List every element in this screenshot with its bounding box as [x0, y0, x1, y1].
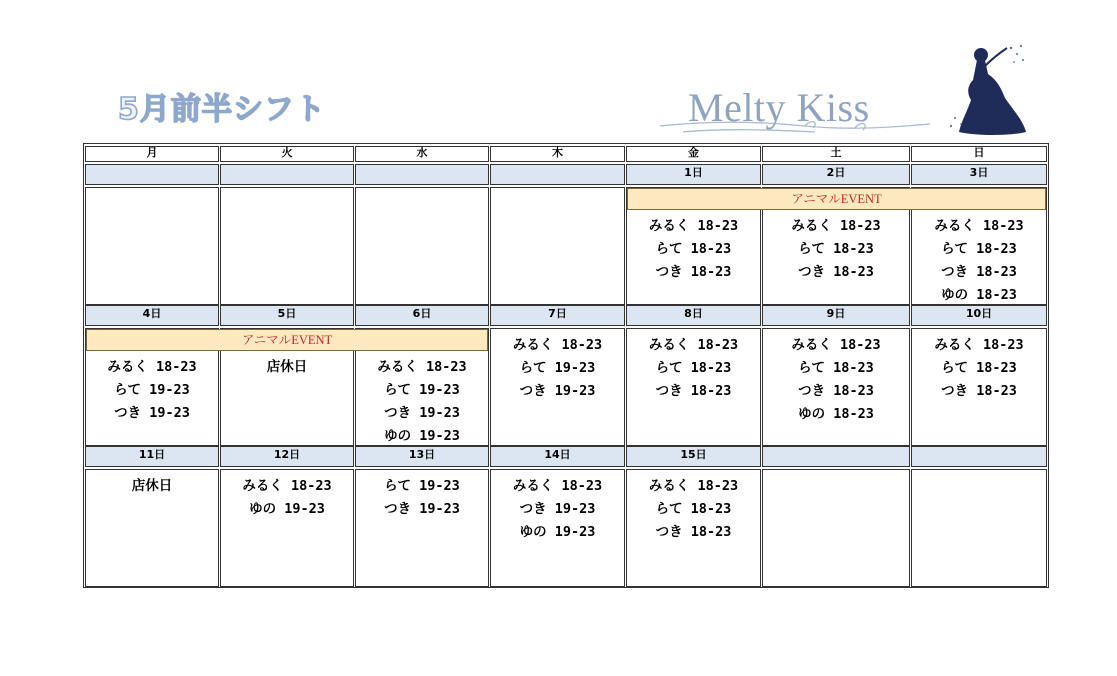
- shift-entry: みるく 18-23: [242, 478, 332, 494]
- brand-logo: [655, 40, 1055, 140]
- page-title: 5月前半シフト: [118, 92, 326, 127]
- shift-entry: 店休日: [131, 478, 173, 494]
- date-cell: 15日: [626, 446, 761, 467]
- shift-entry: みるく 18-23: [512, 478, 603, 494]
- shift-entry: みるく 18-23: [648, 337, 739, 353]
- shift-calendar: [83, 143, 1049, 588]
- day-shift-cell[interactable]: [762, 469, 910, 587]
- shift-entry: ゆの 19-23: [249, 501, 325, 517]
- shift-entry: らて 19-23: [384, 382, 460, 398]
- shift-entry: みるく 18-23: [377, 359, 467, 375]
- shift-entry: みるく 18-23: [934, 337, 1024, 353]
- shift-entry: ゆの 19-23: [519, 524, 596, 540]
- shift-entry: ゆの 18-23: [941, 287, 1017, 303]
- date-cell: [355, 164, 489, 185]
- shift-entry: らて 19-23: [114, 382, 190, 398]
- shift-entry: みるく 18-23: [107, 359, 197, 375]
- shift-entry: つき 18-23: [941, 383, 1017, 399]
- weekday-header: 月: [85, 146, 219, 162]
- date-cell: [220, 164, 354, 185]
- shift-entry: つき 19-23: [384, 405, 460, 421]
- date-cell: [85, 164, 219, 185]
- shift-entry: らて 18-23: [798, 241, 874, 257]
- date-cell: 5日: [220, 305, 354, 326]
- shift-entry: つき 18-23: [655, 264, 732, 280]
- date-cell: [911, 446, 1047, 467]
- shift-entry: らて 19-23: [519, 360, 596, 376]
- day-shift-cell[interactable]: [911, 328, 1047, 446]
- shift-entry: つき 18-23: [655, 383, 732, 399]
- weekday-header: 水: [355, 146, 489, 162]
- date-cell: 3日: [911, 164, 1047, 185]
- date-cell: [490, 164, 625, 185]
- date-cell: 10日: [911, 305, 1047, 326]
- weekday-header: 金: [626, 146, 761, 162]
- brand-name: Melty Kiss: [688, 85, 870, 130]
- date-cell: 8日: [626, 305, 761, 326]
- shift-entry: らて 19-23: [384, 478, 460, 494]
- shift-entry: らて 18-23: [941, 241, 1017, 257]
- day-shift-cell[interactable]: [85, 469, 219, 587]
- day-shift-cell[interactable]: [220, 187, 354, 305]
- event-banner: アニマルEVENT: [627, 188, 1046, 210]
- shift-entry: つき 18-23: [798, 264, 874, 280]
- date-cell: 13日: [355, 446, 489, 467]
- day-shift-cell[interactable]: [220, 469, 354, 587]
- date-cell: 7日: [490, 305, 625, 326]
- day-shift-cell[interactable]: [490, 469, 625, 587]
- shift-entry: ゆの 19-23: [384, 428, 460, 444]
- shift-entry: みるく 18-23: [512, 337, 603, 353]
- date-cell: 4日: [85, 305, 219, 326]
- shift-entry: みるく 18-23: [648, 478, 739, 494]
- shift-entry: らて 18-23: [655, 501, 732, 517]
- day-shift-cell[interactable]: [626, 328, 761, 446]
- shift-entry: つき 19-23: [519, 501, 596, 517]
- day-shift-cell[interactable]: [911, 469, 1047, 587]
- shift-entry: らて 18-23: [941, 360, 1017, 376]
- shift-entry: つき 18-23: [798, 383, 874, 399]
- weekday-header: 土: [762, 146, 910, 162]
- date-cell: 14日: [490, 446, 625, 467]
- shift-entry: つき 19-23: [384, 501, 460, 517]
- date-cell: 1日: [626, 164, 761, 185]
- day-shift-cell[interactable]: [626, 469, 761, 587]
- date-cell: 6日: [355, 305, 489, 326]
- shift-entry: みるく 18-23: [791, 337, 881, 353]
- date-cell: 12日: [220, 446, 354, 467]
- shift-entry: つき 19-23: [519, 383, 596, 399]
- shift-entry: らて 18-23: [655, 241, 732, 257]
- shift-entry: らて 18-23: [798, 360, 874, 376]
- shift-entry: つき 19-23: [114, 405, 190, 421]
- day-shift-cell[interactable]: [490, 328, 625, 446]
- weekday-header: 火: [220, 146, 354, 162]
- date-cell: 2日: [762, 164, 910, 185]
- event-banner: アニマルEVENT: [86, 329, 488, 351]
- day-shift-cell[interactable]: [85, 187, 219, 305]
- weekday-header: 日: [911, 146, 1047, 162]
- day-shift-cell[interactable]: [762, 328, 910, 446]
- date-cell: 11日: [85, 446, 219, 467]
- shift-entry: つき 18-23: [941, 264, 1017, 280]
- shift-entry: ゆの 18-23: [798, 406, 874, 422]
- day-shift-cell[interactable]: [490, 187, 625, 305]
- date-cell: 9日: [762, 305, 910, 326]
- shift-entry: みるく 18-23: [934, 218, 1024, 234]
- date-cell: [762, 446, 910, 467]
- weekday-header: 木: [490, 146, 625, 162]
- shift-entry: みるく 18-23: [791, 218, 881, 234]
- shift-entry: らて 18-23: [655, 360, 732, 376]
- cinderella-silhouette-icon: [959, 48, 1026, 135]
- day-shift-cell[interactable]: [355, 469, 489, 587]
- shift-entry: つき 18-23: [655, 524, 732, 540]
- day-shift-cell[interactable]: [355, 187, 489, 305]
- shift-entry: みるく 18-23: [648, 218, 739, 234]
- shift-entry: 店休日: [266, 359, 308, 375]
